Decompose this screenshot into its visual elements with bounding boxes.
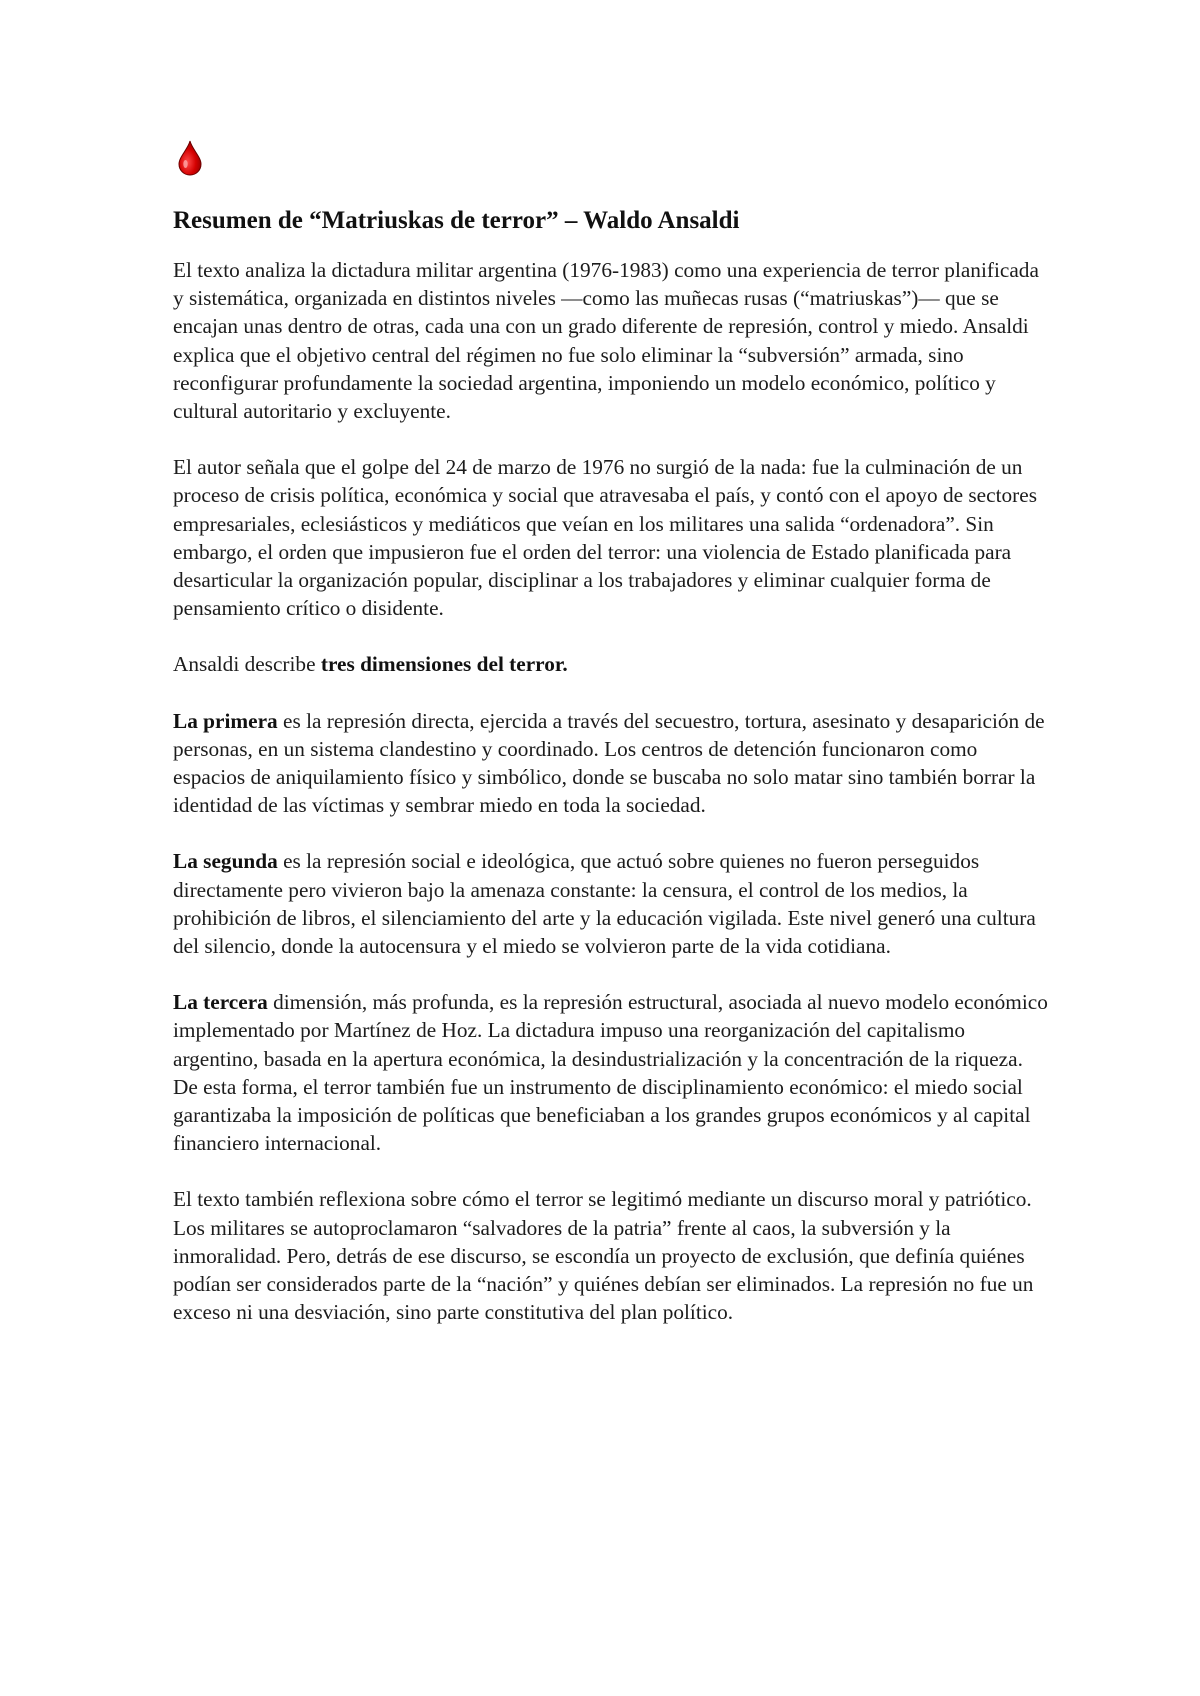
paragraph-text: es la represión directa, ejercida a través del secuestro, tortura, asesinato y desaparición de personas, en un sistema clandestino y coordinado. Los centros de detención funcionaron como espacios de aniquilamiento físico y simbólico, donde se buscaba no solo matar sino también borrar la identidad de las víctimas y sembrar miedo en toda la sociedad. (173, 708, 1045, 818)
blood-drop-icon (177, 140, 203, 176)
paragraph-bold-lead: La primera (173, 708, 278, 733)
paragraph-second-dimension (173, 847, 1053, 960)
paragraph-bold-lead: tres dimensiones del terror. (320, 652, 568, 677)
paragraph-intro (173, 256, 1053, 425)
document-page (173, 140, 1053, 1355)
paragraph-text: El texto analiza la dictadura militar argentina (1976-1983) como una experiencia de terror planificada y sistemática, organizada en distintos niveles —como las muñecas rusas (“matriuskas”)— que se encajan unas dentro de otras, cada una con un grado diferente de represión, control y miedo. Ansaldi explica que el objetivo central del régimen no fue solo eliminar la “subversión” armada, sino reconfigurar profundamente la sociedad argentina, imponiendo un modelo económico, político y cultural autoritario y excluyente. (173, 258, 1039, 424)
paragraph-context (173, 453, 1053, 622)
paragraph-text: dimensión, más profunda, es la represión estructural, asociada al nuevo modelo económico implementado por Martínez de Hoz. La dictadura impuso una reorganización del capitalismo argentino, basada en la apertura económica, la desindustrialización y la concentración de la riqueza. De esta forma, el terror también fue un instrumento de disciplinamiento económico: el miedo social garantizaba la imposición de políticas que beneficiaban a los grandes grupos económicos y al capital financiero internacional. (173, 990, 1048, 1156)
paragraph-text: es la represión social e ideológica, que actuó sobre quienes no fueron perseguidos directamente pero vivieron bajo la amenaza constante: la censura, el control de los medios, la prohibición de libros, el silenciamiento del arte y la educación vigilada. Este nivel generó una cultura del silencio, donde la autocensura y el miedo se volvieron parte de la vida cotidiana. (173, 849, 1036, 959)
paragraph-first-dimension (173, 707, 1053, 820)
document-title: Resumen de “Matriuskas de terror” – Waldo Ansaldi (173, 207, 740, 234)
paragraph-third-dimension (173, 988, 1053, 1157)
paragraph-bold-lead: La tercera (173, 990, 268, 1015)
paragraph-lead: Ansaldi describe (173, 652, 321, 677)
paragraph-text: El texto también reflexiona sobre cómo el terror se legitimó mediante un discurso moral y patriótico. Los militares se autoproclamaron “salvadores de la patria” frente al caos, la subversión y la inmoralidad. Pero, detrás de ese discurso, se escondía un proyecto de exclusión, que definía quiénes podían ser considerados parte de la “nación” y quiénes debían ser eliminados. La represión no fue un exceso ni una desviación, sino parte constitutiva del plan político. (173, 1187, 1034, 1325)
paragraph-text: El autor señala que el golpe del 24 de marzo de 1976 no surgió de la nada: fue la culminación de un proceso de crisis política, económica y social que atravesaba el país, y contó con el apoyo de sectores empresariales, eclesiásticos y mediáticos que veían en los militares una salida “ordenadora”. Sin embargo, el orden que impusieron fue el orden del terror: una violencia de Estado planificada para desarticular la organización popular, disciplinar a los trabajadores y eliminar cualquier forma de pensamiento crítico o disidente. (173, 455, 1037, 621)
paragraph-bold-lead: La segunda (173, 849, 278, 874)
paragraph-legitimation (173, 1185, 1053, 1326)
paragraph-dimensions-intro (173, 650, 1053, 678)
